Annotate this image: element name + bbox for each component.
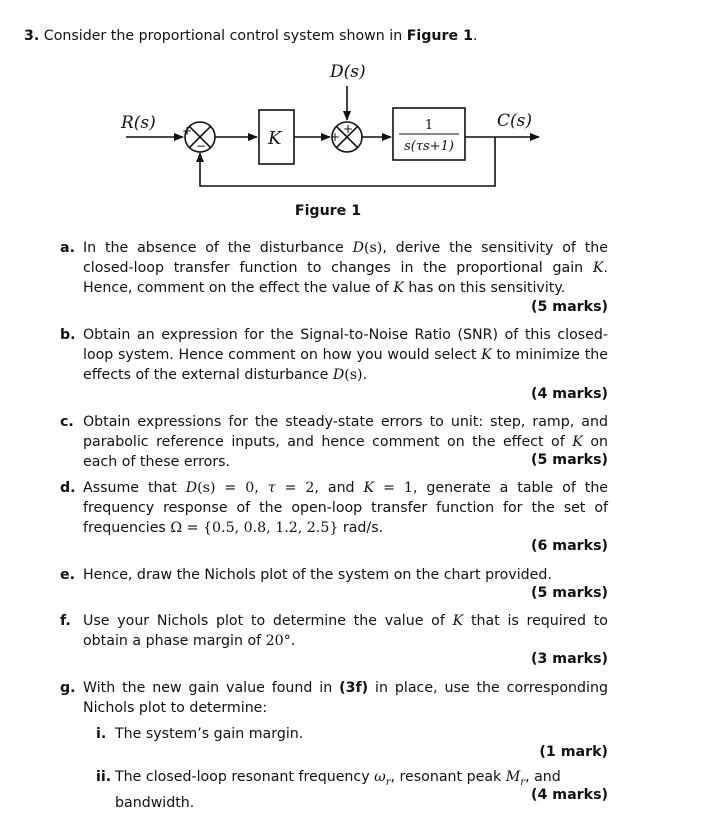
plant-denominator: s(τs+1) [404, 139, 454, 154]
part-g [60, 678, 608, 718]
input-label: R(s) [121, 113, 156, 133]
part-d-text: Assume that D(s) = 0, τ = 2, and K = 1, generate a table of the frequency response of the open-loop transfer function for the set of frequencies Ω = {0.5, 0.8, 1.2, 2.5} rad/s. [83, 480, 609, 536]
part-label: d. [60, 480, 76, 496]
figure-reference: Figure 1 [406, 28, 473, 44]
part-label: b. [60, 327, 76, 343]
part-f [60, 611, 608, 651]
subpart-label: ii. [96, 769, 112, 785]
output-label: C(s) [497, 111, 532, 131]
marks-c: (5 marks) [530, 452, 608, 468]
figure-caption: Figure 1 [294, 203, 362, 219]
question-intro: Consider the proportional control system shown in [43, 28, 403, 44]
subpart-g-ii-text: The closed-loop resonant frequency $\omega_r$, resonant peak $M_r$, and bandwidth. [115, 769, 561, 811]
part-a [60, 238, 608, 298]
sum1-plus-sign: + [182, 124, 193, 138]
part-e [60, 565, 608, 585]
part-g-text: With the new gain value found in (3f) in place, use the corresponding Nichols plot to determine: [83, 680, 608, 716]
part-c-text: Obtain expressions for the steady-state errors to unit: step, ramp, and parabolic reference inputs, and hence comment on the effect of K on each of these errors. [83, 414, 609, 470]
part-b-text: Obtain an expression for the Signal-to-Noise Ratio (SNR) of this closed-loop system. Hence comment on how you would select K to minimize the effects of the external disturbance D(s). [83, 327, 608, 383]
part-b [60, 325, 608, 385]
marks-g-i: (1 mark) [539, 744, 608, 760]
sum2-left-plus-sign: + [330, 130, 341, 144]
question-number: 3. [24, 28, 40, 44]
subpart-g-i [96, 724, 608, 744]
part-label: e. [60, 567, 76, 583]
part-label: g. [60, 680, 76, 696]
gain-label: K [268, 128, 282, 149]
part-e-text: Hence, draw the Nichols plot of the system on the chart provided. [83, 567, 552, 583]
disturbance-label: D(s) [330, 62, 366, 82]
sum1-minus-sign: − [196, 139, 207, 153]
part-d [60, 478, 608, 538]
marks-a: (5 marks) [530, 299, 608, 315]
part-label: f. [60, 613, 71, 629]
subpart-g-i-text: The system’s gain margin. [115, 726, 304, 742]
marks-d: (6 marks) [530, 538, 608, 554]
part-a-text: In the absence of the disturbance D(s), derive the sensitivity of the closed-loop transfer function to changes in the proportional gain K. Hence, comment on the effect the value of K has on this sensitivity. [83, 240, 608, 296]
marks-g-ii: (4 marks) [530, 787, 608, 803]
question-intro-end: . [472, 28, 478, 44]
marks-e: (5 marks) [530, 585, 608, 601]
part-label: c. [60, 414, 74, 430]
marks-f: (3 marks) [530, 651, 608, 667]
block-diagram [0, 0, 703, 225]
sum2-top-plus-sign: + [343, 122, 354, 136]
plant-numerator: 1 [424, 118, 434, 133]
subpart-label: i. [96, 726, 107, 742]
marks-b: (4 marks) [530, 386, 608, 402]
part-f-text: Use your Nichols plot to determine the value of K that is required to obtain a phase margin of 20°. [83, 613, 608, 649]
part-c [60, 412, 608, 472]
part-label: a. [60, 240, 75, 256]
